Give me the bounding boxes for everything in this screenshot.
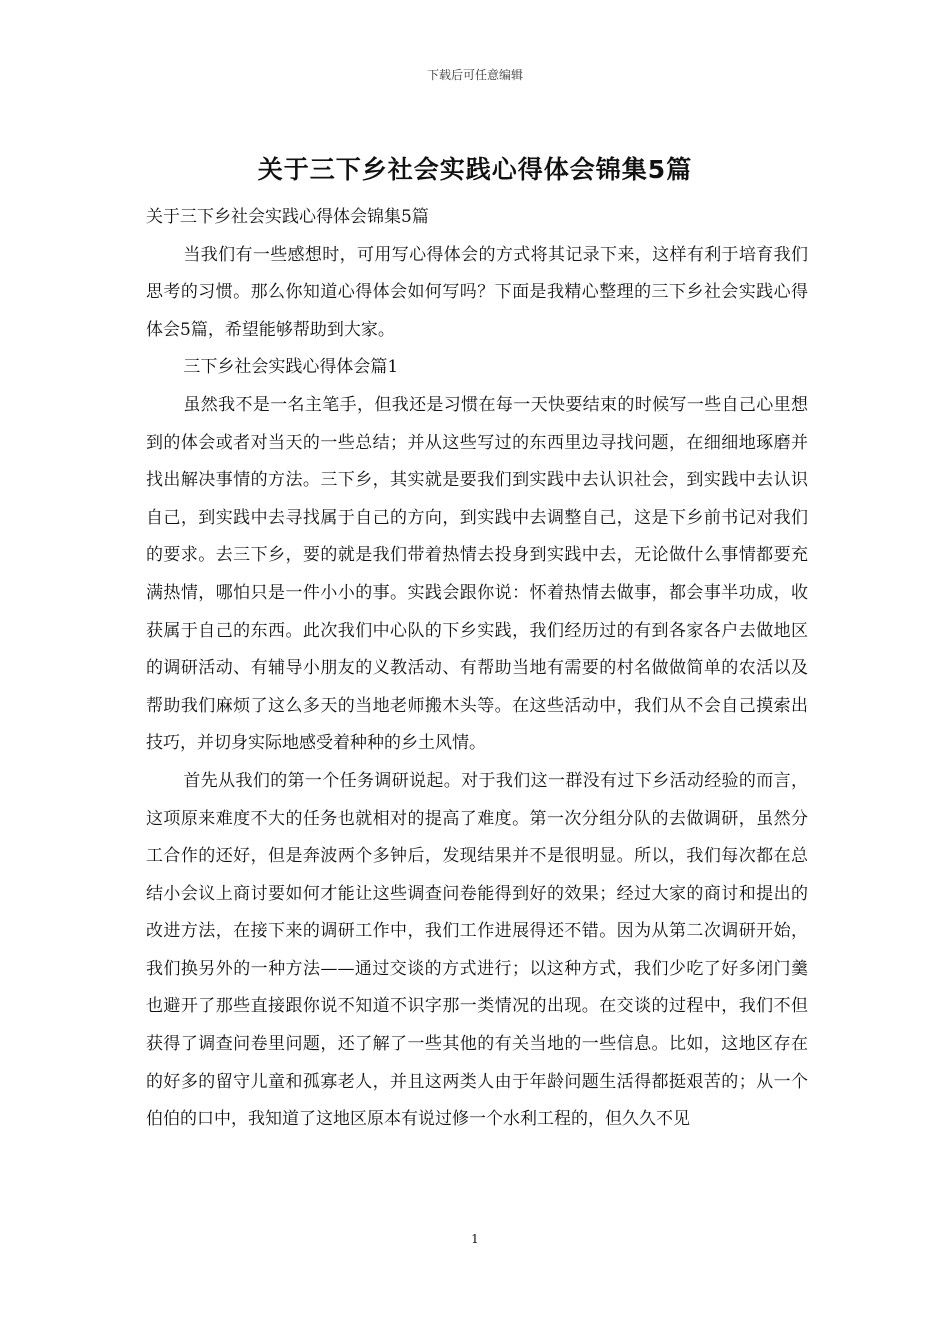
document-title: 关于三下乡社会实践心得体会锦集5篇	[257, 155, 693, 184]
section-heading: 三下乡社会实践心得体会篇1	[183, 357, 399, 378]
body-paragraph: 首先从我们的第一个任务调研说起。对于我们这一群没有过下乡活动经验的而言，这项原来难度不大的任务也就相对的提高了难度。第一次分组分队的去做调研，虽然分工合作的还好，但是奔波两个多钟后，发现结果并不是很明显。所以，我们每次都在总结小会议上商讨要如何才能让这些调查问卷能得到好的效果；经过大家的商讨和提出的改进方法，在接下来的调研工作中，我们工作进展得还不错。因为从第二次调研开始，我们换另外的一种方法——通过交谈的方式进行；以这种方式，我们少吃了好多闭门羹也避开了那些直接跟你说不知道不识字那一类情况的出现。在交谈的过程中，我们不但获得了调查问卷里问题，还了解了一些其他的有关当地的一些信息。比如，这地区存在的好多的留守儿童和孤寡老人，并且这两类人由于年龄问题生活得都挺艰苦的；从一个伯伯的口中，我知道了这地区原本有说过修一个水利工程的，但久久不见	[146, 770, 808, 1130]
document-body	[146, 199, 808, 1139]
page-number: 1	[471, 1232, 479, 1246]
body-paragraph: 虽然我不是一名主笔手，但我还是习惯在每一天快要结束的时候写一些自己心里想到的体会或者对当天的一些总结；并从这些写过的东西里边寻找问题，在细细地琢磨并找出解决事情的方法。三下乡，其实就是要我们到实践中去认识社会，到实践中去认识自己，到实践中去寻找属于自己的方向，到实践中去调整自己，这是下乡前书记对我们的要求。去三下乡，要的就是我们带着热情去投身到实践中去，无论做什么事情都要充满热情，哪怕只是一件小小的事。实践会跟你说：怀着热情去做事，都会事半功成，收获属于自己的东西。此次我们中心队的下乡实践，我们经历过的有到各家各户去做地区的调研活动、有辅导小朋友的义教活动、有帮助当地有需要的村名做做简单的农活以及帮助我们麻烦了这么多天的当地老师搬木头等。在这些活动中，我们从不会自己摸索出技巧，并切身实际地感受着种种的乡土风情。	[146, 394, 808, 754]
intro-paragraph: 当我们有一些感想时，可用写心得体会的方式将其记录下来，这样有利于培育我们思考的习惯。那么你知道心得体会如何写吗？下面是我精心整理的三下乡社会实践心得体会5篇，希望能够帮助到大家。	[146, 244, 808, 340]
subtitle-paragraph: 关于三下乡社会实践心得体会锦集5篇	[146, 207, 429, 227]
header-note: 下载后可任意编辑	[426, 68, 523, 82]
